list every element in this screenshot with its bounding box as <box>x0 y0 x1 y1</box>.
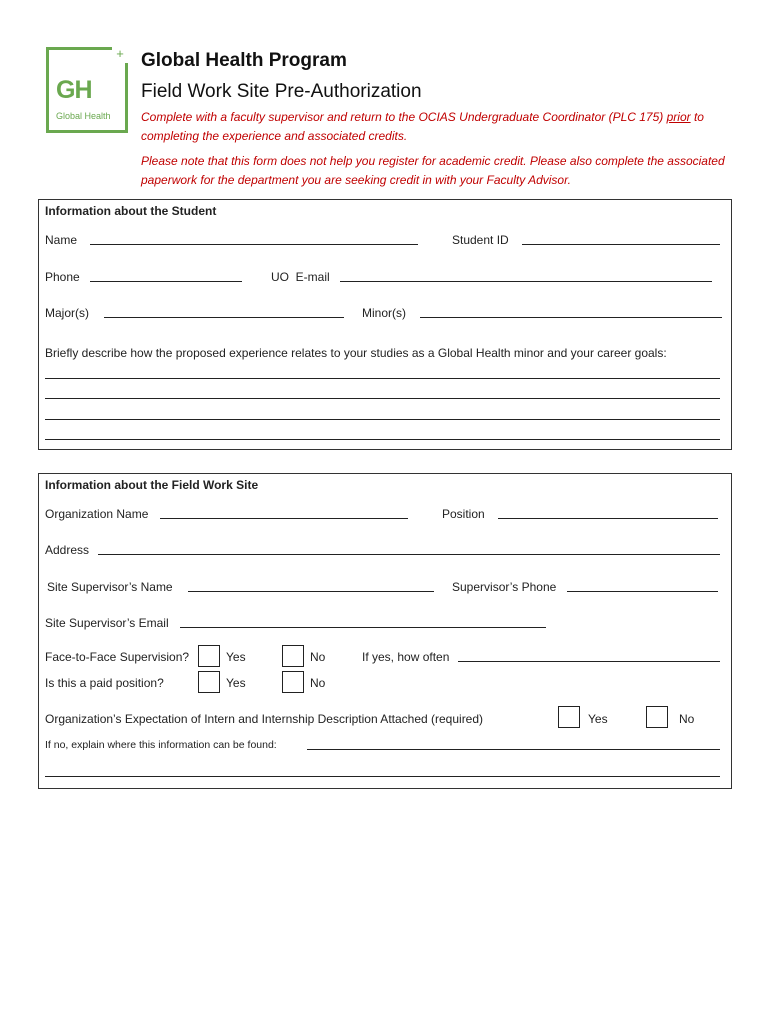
position-label: Position <box>442 507 485 521</box>
supervisor-email-field[interactable] <box>180 627 546 628</box>
logo-mark: GH <box>56 76 92 104</box>
describe-line-4[interactable] <box>45 439 720 440</box>
face-to-face-label: Face-to-Face Supervision? <box>45 650 190 664</box>
supervisor-phone-label: Supervisor’s Phone <box>452 580 557 594</box>
expectation-yes-label: Yes <box>588 712 608 726</box>
instructions-prior: prior <box>666 110 691 124</box>
supervisor-email-label: Site Supervisor’s Email <box>45 616 169 630</box>
face-to-face-yes-checkbox[interactable] <box>198 645 220 667</box>
majors-field[interactable] <box>104 317 344 318</box>
student-info-section <box>38 199 732 450</box>
if-no-line-2[interactable] <box>45 776 720 777</box>
student-id-label: Student ID <box>452 233 509 247</box>
address-field[interactable] <box>98 554 720 555</box>
how-often-label: If yes, how often <box>362 650 450 664</box>
plus-icon: + <box>112 47 128 63</box>
paid-position-label: Is this a paid position? <box>45 676 164 690</box>
how-often-field[interactable] <box>458 661 720 662</box>
paid-no-label: No <box>310 676 326 690</box>
expectation-no-label: No <box>679 712 695 726</box>
credit-note: Please note that this form does not help you register for academic credit. Please also complete the associated paperwork for the department you are seeking credit in with your Faculty Advisor. <box>141 154 725 187</box>
position-field[interactable] <box>498 518 718 519</box>
address-label: Address <box>45 543 90 557</box>
supervisor-name-label: Site Supervisor’s Name <box>47 580 173 594</box>
instructions-text-a: Complete with a faculty supervisor and return to the OCIAS Undergraduate Coordinator (PLC 175) <box>141 110 667 124</box>
student-id-field[interactable] <box>522 244 720 245</box>
describe-line-3[interactable] <box>45 419 720 420</box>
org-name-field[interactable] <box>160 518 408 519</box>
minors-field[interactable] <box>420 317 722 318</box>
paid-yes-checkbox[interactable] <box>198 671 220 693</box>
majors-label: Major(s) <box>45 306 89 320</box>
if-no-label: If no, explain where this information can be found: <box>45 739 277 751</box>
face-to-face-no-checkbox[interactable] <box>282 645 304 667</box>
describe-line-1[interactable] <box>45 378 720 379</box>
paid-no-checkbox[interactable] <box>282 671 304 693</box>
paid-yes-label: Yes <box>226 676 246 690</box>
logo-text: Global Health <box>56 111 111 121</box>
supervisor-phone-field[interactable] <box>567 591 718 592</box>
describe-line-2[interactable] <box>45 398 720 399</box>
student-section-heading: Information about the Student <box>45 204 217 218</box>
face-to-face-yes-label: Yes <box>226 650 246 664</box>
expectation-label: Organization’s Expectation of Intern and Internship Description Attached (required) <box>45 712 484 726</box>
instructions-note <box>141 108 731 146</box>
minors-label: Minor(s) <box>362 306 406 320</box>
instructions-text-b: to completing the experience and associated credits. <box>141 110 704 143</box>
email-label: UO E-mail <box>271 270 330 284</box>
email-field[interactable] <box>340 281 712 282</box>
phone-label: Phone <box>45 270 80 284</box>
if-no-field[interactable] <box>307 749 720 750</box>
expectation-yes-checkbox[interactable] <box>558 706 580 728</box>
org-name-label: Organization Name <box>45 507 149 521</box>
program-title: Global Health Program <box>141 50 347 71</box>
describe-prompt: Briefly describe how the proposed experience relates to your studies as a Global Health minor and your career goals: <box>45 346 667 360</box>
supervisor-name-field[interactable] <box>188 591 434 592</box>
phone-field[interactable] <box>90 281 242 282</box>
site-section-heading: Information about the Field Work Site <box>45 478 259 492</box>
global-health-logo <box>46 47 128 133</box>
face-to-face-no-label: No <box>310 650 326 664</box>
name-label: Name <box>45 233 78 247</box>
name-field[interactable] <box>90 244 418 245</box>
expectation-no-checkbox[interactable] <box>646 706 668 728</box>
form-title: Field Work Site Pre-Authorization <box>141 81 422 102</box>
